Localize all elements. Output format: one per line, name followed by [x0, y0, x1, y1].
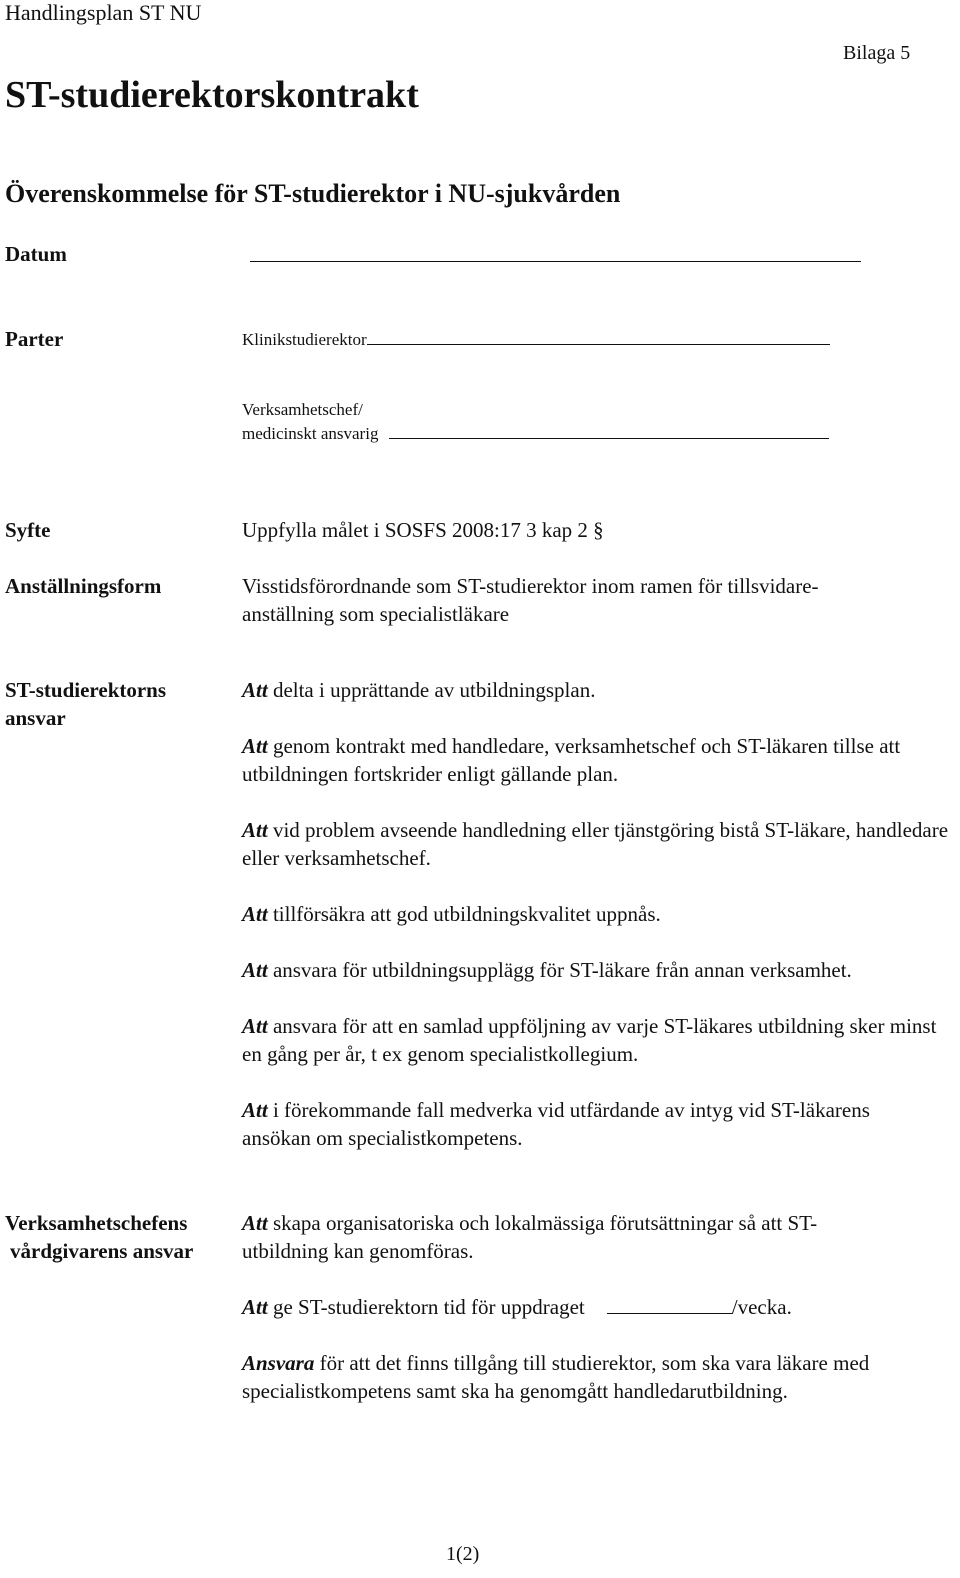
item-text: skapa organisatoriska och lokalmässiga förutsättningar så att ST-utbildning kan genomföras.: [242, 1211, 818, 1263]
att-keyword: Att: [242, 902, 268, 926]
att-keyword: Att: [242, 734, 268, 758]
item-text: ansvara för att en samlad uppföljning av varje ST-läkares utbildning sker minst en gång per år, t ex genom specialistkollegium.: [242, 1014, 937, 1066]
studierektor-item-7: [242, 1096, 897, 1152]
attachment-label: Bilaga 5: [843, 42, 911, 64]
att-keyword: Att: [242, 818, 268, 842]
syfte-text: Uppfylla målet i SOSFS 2008:17 3 kap 2 §: [242, 518, 604, 542]
item-text: ge ST-studierektorn tid för uppdraget: [267, 1295, 585, 1319]
verksamhetschef-label-line2: medicinskt ansvarig: [242, 424, 379, 443]
klinikstudierektor-label: Klinikstudierektor: [242, 330, 367, 349]
studierektor-item-4: [242, 900, 960, 928]
studierektor-item-2: [242, 732, 942, 788]
parter-klinik-row: [242, 328, 830, 352]
item-text: i förekommande fall medverka vid utfärdande av intyg vid ST-läkarens ansökan om specialistkompetens.: [242, 1098, 870, 1150]
verksamhetschef-field-line: [389, 437, 829, 439]
item-text: vid problem avseende handledning eller tjänstgöring bistå ST-läkare, handledare eller verksamhetschef.: [242, 818, 949, 870]
studierektor-ansvar-label-line1: ST-studierektorns: [5, 678, 167, 702]
document-header: Handlingsplan ST NU: [5, 0, 202, 25]
verksamhetschef-item-2: [242, 1293, 960, 1321]
klinikstudierektor-field-line: [367, 343, 830, 345]
studierektor-item-1: [242, 676, 960, 704]
att-keyword: Att: [242, 1098, 268, 1122]
page-number: 1(2): [446, 1543, 480, 1565]
page-title: ST-studierektorskontrakt: [5, 74, 419, 116]
att-keyword: Att: [242, 678, 268, 702]
att-keyword: Att: [242, 958, 268, 982]
per-week-label: /vecka.: [731, 1295, 792, 1319]
parter-label: Parter: [5, 327, 64, 351]
anstallningsform-line2: anställning som specialistläkare: [242, 602, 510, 626]
parter-verksamhet-row: [242, 422, 829, 446]
item-text: delta i upprättande av utbildningsplan.: [267, 678, 596, 702]
verksamhetschef-label-line1: Verksamhetschef/: [242, 400, 363, 419]
item-text: ansvara för utbildningsupplägg för ST-läkare från annan verksamhet.: [267, 958, 852, 982]
item-text: genom kontrakt med handledare, verksamhetschef och ST-läkaren tillse att utbildningen fortskrider enligt gällande plan.: [242, 734, 901, 786]
item-text: för att det finns tillgång till studierektor, som ska vara läkare med specialistkompetens samt ska ha genomgått handledarutbildning.: [242, 1351, 870, 1403]
page-subtitle: Överenskommelse för ST-studierektor i NU-sjukvården: [5, 179, 621, 208]
studierektor-ansvar-label-line2: ansvar: [5, 706, 66, 730]
att-keyword: Att: [242, 1295, 268, 1319]
verksamhetschef-item-3: [242, 1349, 942, 1405]
datum-field-line: [250, 261, 861, 262]
syfte-label: Syfte: [5, 518, 51, 542]
studierektor-item-6: [242, 1012, 950, 1068]
studierektor-item-5: [242, 956, 960, 984]
item-text: tillförsäkra att god utbildningskvalitet uppnås.: [267, 902, 661, 926]
ansvara-keyword: Ansvara: [242, 1351, 315, 1375]
studierektor-item-3: [242, 816, 958, 872]
att-keyword: Att: [242, 1211, 268, 1235]
verksamhetschef-ansvar-label-line1: Verksamhetschefens: [5, 1211, 188, 1235]
anstallningsform-text: [242, 572, 960, 628]
att-keyword: Att: [242, 1014, 268, 1038]
verksamhetschef-ansvar-label-line2: vårdgivarens ansvar: [10, 1239, 194, 1263]
anstallningsform-line1: Visstidsförordnande som ST-studierektor inom ramen för tillsvidare-: [242, 574, 819, 598]
anstallningsform-label: Anställningsform: [5, 574, 162, 598]
hours-field-line: [607, 1312, 732, 1314]
datum-label: Datum: [5, 242, 67, 266]
verksamhetschef-item-1: [242, 1209, 882, 1265]
